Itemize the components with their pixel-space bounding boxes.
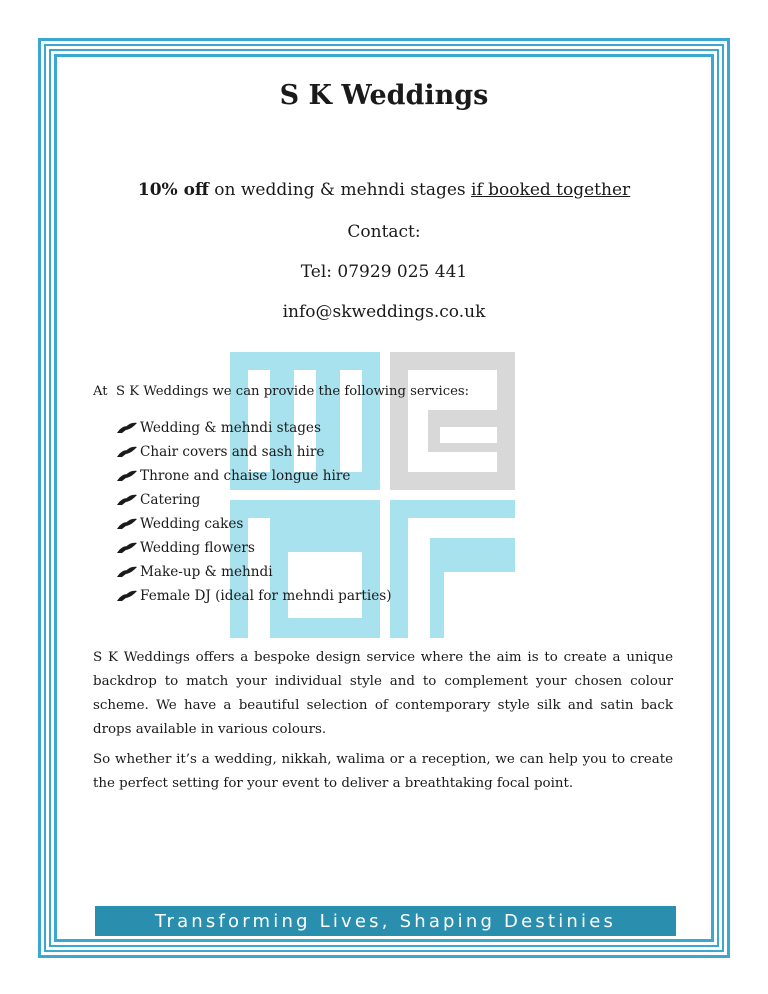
services-intro: At S K Weddings we can provide the following services:: [93, 384, 470, 399]
list-item: Wedding cakes: [116, 512, 392, 536]
contact-label: Contact:: [347, 222, 421, 242]
footer-tagline: Transforming Lives, Shaping Destinies: [154, 910, 617, 932]
list-item: Make-up & mehndi: [116, 560, 392, 584]
leaf-bullet-icon: [116, 493, 138, 507]
offer-condition: if booked together: [471, 180, 631, 200]
list-item: Catering: [116, 488, 392, 512]
offer-text: on wedding & mehndi stages: [208, 180, 472, 200]
offer-line: [0, 180, 768, 200]
closing-paragraph: So whether it’s a wedding, nikkah, walima or a reception, we can help you to create the perfect setting for your event to deliver a breathtaking focal point.: [93, 752, 673, 791]
leaf-bullet-icon: [116, 469, 138, 483]
leaf-bullet-icon: [116, 517, 138, 531]
contact-email: info@skweddings.co.uk: [282, 302, 486, 322]
leaf-bullet-icon: [116, 421, 138, 435]
leaf-bullet-icon: [116, 541, 138, 555]
contact-phone: Tel: 07929 025 441: [300, 262, 468, 282]
list-item: Female DJ (ideal for mehndi parties): [116, 584, 392, 608]
page-title: S K Weddings: [279, 80, 489, 111]
list-item: Throne and chaise longue hire: [116, 464, 392, 488]
offer-discount: 10% off: [137, 180, 209, 200]
leaf-bullet-icon: [116, 589, 138, 603]
footer-banner: [95, 906, 676, 936]
services-list: [116, 416, 392, 608]
leaf-bullet-icon: [116, 565, 138, 579]
list-item: Wedding flowers: [116, 536, 392, 560]
list-item: Wedding & mehndi stages: [116, 416, 392, 440]
design-service-paragraph: S K Weddings offers a bespoke design service where the aim is to create a unique backdrop to match your individual style and to complement your chosen colour scheme. We have a beautiful selection of contemporary style silk and satin back drops available in various colours.: [93, 650, 673, 737]
list-item: Chair covers and sash hire: [116, 440, 392, 464]
leaf-bullet-icon: [116, 445, 138, 459]
